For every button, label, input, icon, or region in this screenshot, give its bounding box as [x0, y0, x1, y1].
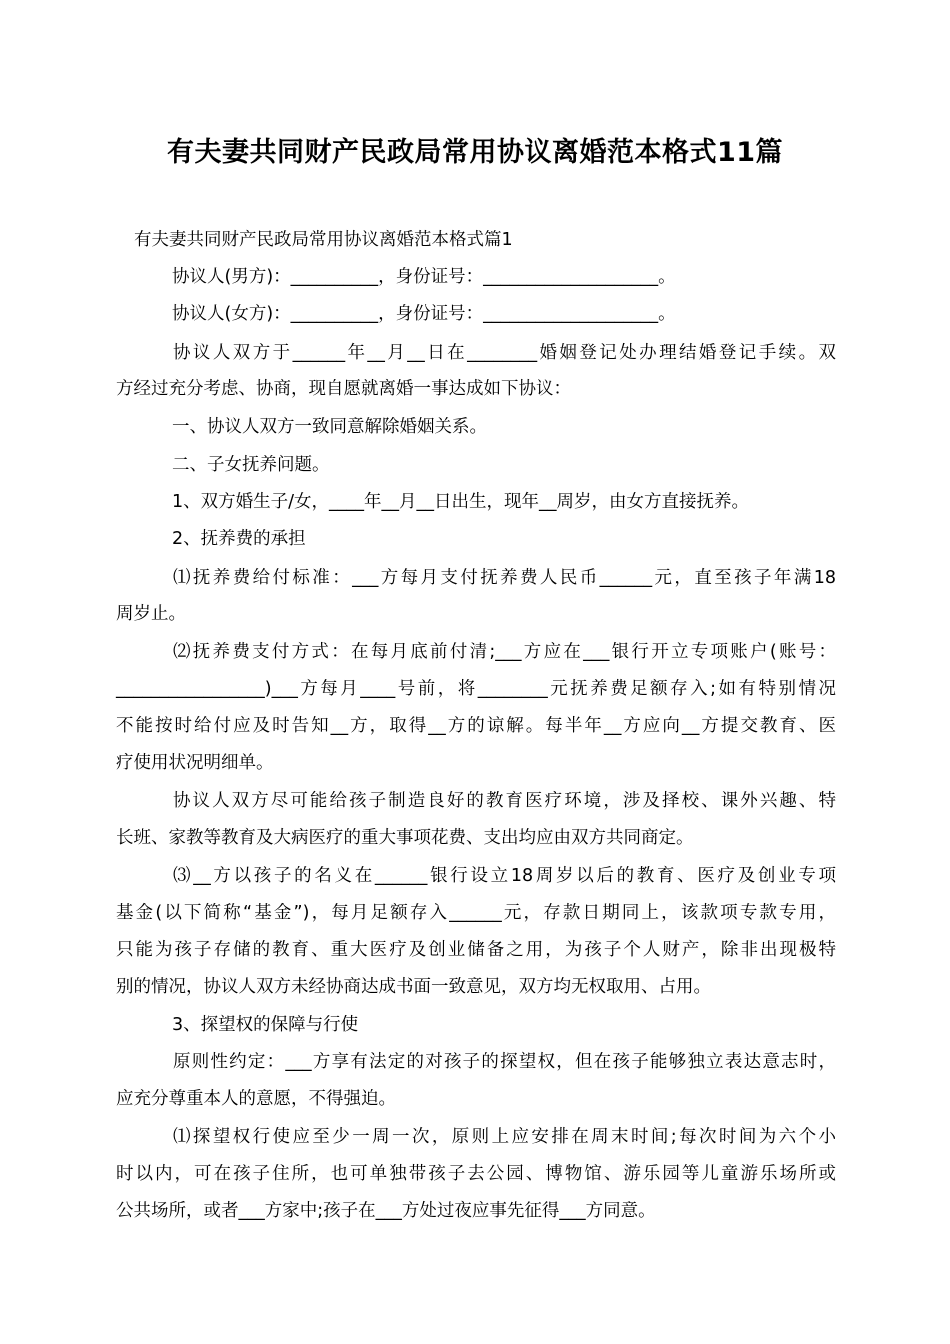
- paragraph-line: ⑴探望权行使应至少一周一次，原则上应安排在周末时间;每次时间为六个小: [173, 1127, 836, 1147]
- paragraph-line: 长班、家教等教育及大病医疗的重大事项花费、支出均应由双方共同商定。: [116, 828, 694, 848]
- paragraph-line: 协议人双方于______年__月__日在________婚姻登记处办理结婚登记手续。双: [173, 343, 836, 363]
- paragraph-line: 疗使用状况明细单。: [116, 753, 274, 773]
- paragraph-line: 公共场所，或者___方家中;孩子在___方处过夜应事先征得___方同意。: [116, 1201, 656, 1221]
- paragraph-line: 只能为孩子存储的教育、重大医疗及创业储备之用，为孩子个人财产，除非出现极特: [116, 940, 836, 960]
- document-title: 有夫妻共同财产民政局常用协议离婚范本格式11篇: [166, 137, 784, 168]
- paragraph-line: ⑶__方以孩子的名义在______银行设立18周岁以后的教育、医疗及创业专项: [173, 866, 836, 886]
- paragraph-line: ⑴抚养费给付标准：___方每月支付抚养费人民币______元，直至孩子年满18: [173, 568, 836, 588]
- paragraph-line: 协议人双方尽可能给孩子制造良好的教育医疗环境，涉及择校、课外兴趣、特: [173, 791, 836, 811]
- clause-item: 2、抚养费的承担: [172, 529, 306, 549]
- paragraph-line: 原则性约定：___方享有法定的对孩子的探望权，但在孩子能够独立表达意志时，: [173, 1052, 836, 1072]
- party-male-line: 协议人(男方)：__________，身份证号：____________________。: [172, 267, 676, 287]
- paragraph-line: 周岁止。: [116, 604, 186, 624]
- paragraph-line: 别的情况，协议人双方未经协商达成书面一致意见，双方均无权取用、占用。: [116, 977, 711, 997]
- paragraph-line: _________________)___方每月____号前，将________元抚养费足额存入;如有特别情况: [116, 679, 836, 699]
- section-subtitle: 有夫妻共同财产民政局常用协议离婚范本格式篇1: [134, 230, 513, 250]
- party-female-line: 协议人(女方)：__________，身份证号：____________________。: [172, 304, 676, 324]
- clause-heading: 一、协议人双方一致同意解除婚姻关系。: [172, 417, 487, 437]
- paragraph-line: 基金(以下简称“基金”)，每月足额存入______元，存款日期同上，该款项专款专用，: [116, 903, 836, 923]
- clause-item: 3、探望权的保障与行使: [172, 1015, 359, 1035]
- paragraph-line: 时以内，可在孩子住所，也可单独带孩子去公园、博物馆、游乐园等儿童游乐场所或: [116, 1164, 836, 1184]
- clause-item: 1、双方婚生子/女，____年__月__日出生，现年__周岁，由女方直接抚养。: [172, 492, 750, 512]
- paragraph-line: ⑵抚养费支付方式：在每月底前付清;___方应在___银行开立专项账户(账号：: [173, 642, 836, 662]
- paragraph-line: 应充分尊重本人的意愿，不得强迫。: [116, 1089, 396, 1109]
- clause-heading: 二、子女抚养问题。: [172, 455, 330, 475]
- paragraph-line: 不能按时给付应及时告知__方，取得__方的谅解。每半年__方应向__方提交教育、医: [116, 716, 836, 736]
- paragraph-line: 方经过充分考虑、协商，现自愿就离婚一事达成如下协议：: [116, 379, 571, 399]
